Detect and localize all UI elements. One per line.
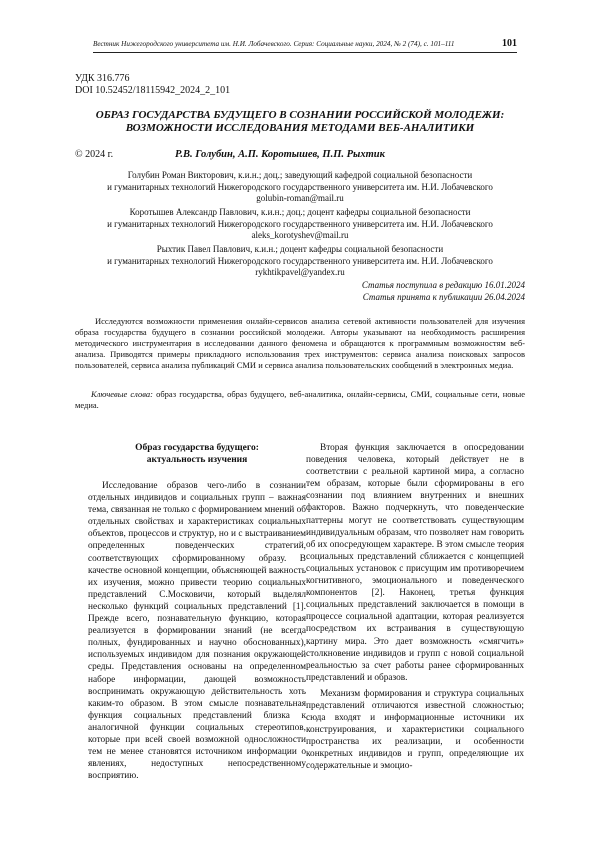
udk-code: УДК 316.776 [75, 73, 130, 84]
affiliation-line: Голубин Роман Викторович, к.и.н.; доц.; заведующий кафедрой социальной безопасности [127, 170, 473, 180]
affiliation-line: Рыхтик Павел Павлович, к.и.н.; доцент кафедры социальной безопасности [156, 244, 444, 254]
accepted-date: Статья принята к публикации 26.04.2024 [362, 292, 525, 302]
affiliation-line: и гуманитарных технологий Нижегородского государственного университета им. Н.И. Лобачевского [107, 218, 493, 229]
affiliation-golubin [60, 170, 540, 205]
section-heading-line-1: Образ государства будущего: [135, 443, 259, 453]
article-title [70, 109, 530, 135]
affiliation-korotyshev [60, 207, 540, 242]
author-email: golubin-roman@mail.ru [256, 193, 344, 203]
keywords [75, 389, 525, 411]
doi: DOI 10.52452/18115942_2024_2_101 [75, 85, 231, 96]
journal-line: Вестник Нижегородского университета им. Н.И. Лобачевского. Серия: Социальные науки, 2024, № 2 (74), с. 101–111 [93, 40, 455, 48]
body-paragraph: Вторая функция заключается в опосредовании поведения человека, который действует не в соответствии с реальной картиной мира, а согласно тем образам, которые были сформированы в его сознании под влиянием внутренних и внешних факторов. Важно подчеркнуть, что поведенческие паттерны могут не соответствовать существующим индивидуальным образам, что позволяет нам говорить об их опосредующем характере. В этом смысле теория социальных представлений сближается с концепцией социальных установок с присущим им противоречием когнитивного, эмоционального и поведенческого компонентов [2]. Наконец, третья функция социальных представлений заключается в помощи в процессе социальной адаптации, которая реализуется посредством их встраивания в существующую картину мира. Это дает возможность «смягчить» столкновение индивидов и групп с новой социальной реальностью за счет работы ранее сформированных представлений и образов. [306, 443, 524, 683]
affiliation-rykhtik [60, 244, 540, 279]
page-number: 101 [502, 38, 517, 49]
authors-row [75, 149, 525, 163]
abstract: Исследуются возможности применения онлайн-сервисов анализа сетевой активности пользователей для изучения образа государства будущего в сознании российской молодежи. Авторы указывают на необходимость расширения методического инструментария в исследовании данного феномена и обращаются к программным возможностям веб-анализа. Приводятся примеры прикладного использования трех инструментов: сервиса анализа поисковых запросов пользователей, сервиса анализа публикаций СМИ и сервиса анализа пользовательских сообщений в электронных медиа. [75, 315, 525, 370]
section-heading [88, 442, 306, 466]
affiliation-line: и гуманитарных технологий Нижегородского государственного университета им. Н.И. Лобачевского [107, 181, 493, 192]
received-date: Статья поступила в редакцию 16.01.2024 [361, 280, 525, 290]
keywords-text: образ государства, образ будущего, веб-аналитика, онлайн-сервисы, СМИ, социальные сети, новые медиа. [75, 388, 526, 410]
section-heading-line-2: актуальность изучения [146, 455, 248, 465]
body-paragraph: Механизм формирования и структура социальных представлений отличаются известной сложностью; сюда входят и информационные источники их конструирования, и характеристики социального пространства их реализации, и особенности конкретных индивидов и групп, определяющие их содержательные и эмоцио- [306, 688, 524, 772]
left-column [88, 442, 306, 782]
body-paragraph: Исследование образов чего-либо в сознании отдельных индивидов и социальных групп – важная тема, связанная не только с формированием мнений об отдельных свойствах и характеристиках социальных объектов, процессов и структур, но и с выстраиванием определенных поведенческих стратегий, соответствующих сформированному образу. В качестве основной концепции, объясняющей важность их изучения, можно привести теорию социальных представлений С.Московичи, который выделял несколько функций социальных представлений [1]. Прежде всего, познавательную функцию, которая реализуется в формировании знаний (не всегда полных, фундированных и научно обоснованных), используемых индивидом для познания окружающей среды. Представления основаны на определенном наборе информации, дающей возможность воспринимать окружающую действительность хоть каким-то образом. В этом смысле познавательная функция социальных представлений близка к аналогичной функции социальных стереотипов, которые при всей своей возможной односложности тем не менее становятся источником информации о явлениях, недоступных непосредственному восприятию. [88, 481, 306, 782]
author-names: Р.В. Голубин, А.П. Коротышев, П.П. Рыхтик [175, 149, 385, 160]
keywords-label: Ключевые слова: [91, 388, 153, 399]
title-line-2: ВОЗМОЖНОСТИ ИССЛЕДОВАНИЯ МЕТОДАМИ ВЕБ-АНАЛИТИКИ [125, 122, 475, 134]
affiliation-line: Коротышев Александр Павлович, к.и.н.; доц.; доцент кафедры социальной безопасности [129, 207, 471, 217]
identifiers [75, 73, 230, 97]
running-header [93, 40, 517, 53]
author-email: rykhtikpavel@yandex.ru [255, 267, 345, 277]
right-column [306, 442, 524, 773]
author-email: aleks_korotyshev@mail.ru [251, 230, 349, 240]
copyright: © 2024 г. [75, 149, 114, 160]
affiliation-line: и гуманитарных технологий Нижегородского государственного университета им. Н.И. Лобачевского [107, 255, 493, 266]
title-line-1: ОБРАЗ ГОСУДАРСТВА БУДУЩЕГО В СОЗНАНИИ РОССИЙСКОЙ МОЛОДЕЖИ: [95, 109, 505, 121]
article-dates [330, 279, 525, 303]
